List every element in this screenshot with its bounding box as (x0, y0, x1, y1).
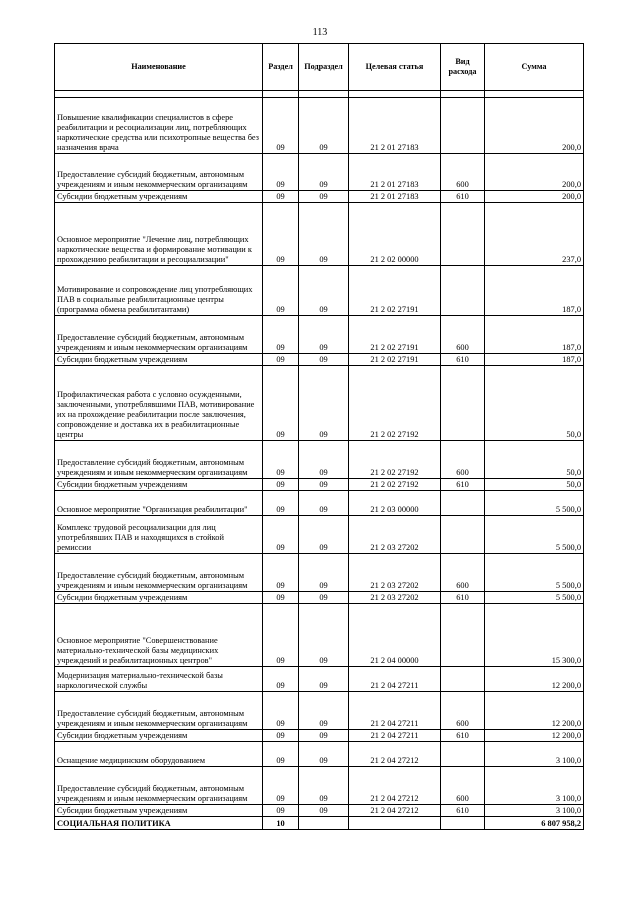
table-row (55, 266, 584, 316)
row-podrazdel: 09 (299, 730, 349, 742)
table-row (55, 516, 584, 554)
row-sum: 237,0 (485, 203, 584, 266)
row-target: 21 2 04 27211 (349, 730, 441, 742)
row-sum: 6 807 958,2 (485, 817, 584, 830)
table-row (55, 767, 584, 805)
table-row (55, 805, 584, 817)
row-vid: 600 (441, 316, 485, 354)
row-razdel: 10 (263, 817, 299, 830)
row-name: Субсидии бюджетным учреждениям (55, 354, 263, 366)
spacer-row (55, 91, 584, 98)
row-vid: 610 (441, 730, 485, 742)
row-sum: 187,0 (485, 354, 584, 366)
row-sum: 187,0 (485, 266, 584, 316)
row-name: Профилактическая работа с условно осужденными, заключенными, употреблявшими ПАВ, мотивирование их на прохождение реабилитации после заключения, сопровождение и доставка их в реабилитационные центры (55, 366, 263, 441)
row-razdel: 09 (263, 191, 299, 203)
table-header-row (55, 44, 584, 91)
row-sum: 15 300,0 (485, 604, 584, 667)
header-razdel: Раздел (263, 44, 299, 91)
row-vid (441, 203, 485, 266)
table-row (55, 692, 584, 730)
row-name: Модернизация материально-технической базы наркологической службы (55, 667, 263, 692)
row-podrazdel: 09 (299, 154, 349, 191)
table-row (55, 191, 584, 203)
row-razdel: 09 (263, 479, 299, 491)
table-row (55, 316, 584, 354)
row-razdel: 09 (263, 354, 299, 366)
row-target: 21 2 04 27212 (349, 742, 441, 767)
row-name: Субсидии бюджетным учреждениям (55, 191, 263, 203)
row-target: 21 2 03 27202 (349, 592, 441, 604)
row-razdel: 09 (263, 554, 299, 592)
row-podrazdel: 09 (299, 316, 349, 354)
row-name: Предоставление субсидий бюджетным, автономным учреждениям и иным некоммерческим организациям (55, 154, 263, 191)
row-vid: 600 (441, 554, 485, 592)
row-podrazdel: 09 (299, 354, 349, 366)
row-target: 21 2 01 27183 (349, 98, 441, 154)
row-target: 21 2 02 27192 (349, 441, 441, 479)
row-razdel: 09 (263, 366, 299, 441)
row-razdel: 09 (263, 667, 299, 692)
row-podrazdel: 09 (299, 516, 349, 554)
table-row (55, 154, 584, 191)
row-podrazdel: 09 (299, 98, 349, 154)
row-name: Субсидии бюджетным учреждениям (55, 730, 263, 742)
table-row (55, 817, 584, 830)
row-target: 21 2 01 27183 (349, 154, 441, 191)
table-row (55, 604, 584, 667)
row-vid (441, 491, 485, 516)
row-vid: 610 (441, 805, 485, 817)
table-row (55, 441, 584, 479)
row-razdel: 09 (263, 692, 299, 730)
table-row (55, 491, 584, 516)
row-name: Предоставление субсидий бюджетным, автономным учреждениям и иным некоммерческим организациям (55, 767, 263, 805)
row-name: Повышение квалификации специалистов в сфере реабилитации и ресоциализации лиц, потребляющих наркотические средства или психотропные вещества без назначения врача (55, 98, 263, 154)
row-vid (441, 817, 485, 830)
table-row (55, 354, 584, 366)
header-vid: Вид расхода (441, 44, 485, 91)
row-sum: 200,0 (485, 154, 584, 191)
row-vid (441, 266, 485, 316)
row-target: 21 2 02 00000 (349, 203, 441, 266)
row-name: Комплекс трудовой ресоциализации для лиц употреблявших ПАВ и находящихся в стойкой ремиссии (55, 516, 263, 554)
row-target (349, 817, 441, 830)
row-podrazdel: 09 (299, 203, 349, 266)
row-target: 21 2 02 27192 (349, 479, 441, 491)
row-target: 21 2 02 27191 (349, 354, 441, 366)
row-vid: 610 (441, 191, 485, 203)
row-vid (441, 604, 485, 667)
row-target: 21 2 03 00000 (349, 491, 441, 516)
row-podrazdel: 09 (299, 692, 349, 730)
row-podrazdel: 09 (299, 742, 349, 767)
row-sum: 12 200,0 (485, 730, 584, 742)
row-target: 21 2 04 27212 (349, 767, 441, 805)
row-name: Предоставление субсидий бюджетным, автономным учреждениям и иным некоммерческим организациям (55, 554, 263, 592)
row-razdel: 09 (263, 266, 299, 316)
row-razdel: 09 (263, 604, 299, 667)
row-podrazdel: 09 (299, 805, 349, 817)
table-row (55, 592, 584, 604)
row-razdel: 09 (263, 98, 299, 154)
row-target: 21 2 04 27211 (349, 667, 441, 692)
row-name: СОЦИАЛЬНАЯ ПОЛИТИКА (55, 817, 263, 830)
row-name: Мотивирование и сопровождение лиц употребляющих ПАВ в социальные реабилитационные центры (программа обмена реабилитантами) (55, 266, 263, 316)
row-vid (441, 742, 485, 767)
row-target: 21 2 03 27202 (349, 516, 441, 554)
row-name: Субсидии бюджетным учреждениям (55, 592, 263, 604)
row-sum: 5 500,0 (485, 592, 584, 604)
row-sum: 50,0 (485, 366, 584, 441)
row-name: Оснащение медицинским оборудованием (55, 742, 263, 767)
row-vid (441, 366, 485, 441)
row-podrazdel: 09 (299, 767, 349, 805)
row-target: 21 2 02 27191 (349, 266, 441, 316)
row-razdel: 09 (263, 592, 299, 604)
row-razdel: 09 (263, 203, 299, 266)
row-sum: 3 100,0 (485, 767, 584, 805)
row-podrazdel: 09 (299, 592, 349, 604)
table-row (55, 730, 584, 742)
row-vid: 600 (441, 441, 485, 479)
row-name: Основное мероприятие "Лечение лиц, потребляющих наркотические вещества и формирование мотивации к прохождению реабилитации и ресоциализации" (55, 203, 263, 266)
row-podrazdel: 09 (299, 441, 349, 479)
row-sum: 5 500,0 (485, 554, 584, 592)
row-sum: 50,0 (485, 441, 584, 479)
row-podrazdel: 09 (299, 604, 349, 667)
row-target: 21 2 04 27212 (349, 805, 441, 817)
row-vid (441, 98, 485, 154)
header-podrazdel: Подраздел (299, 44, 349, 91)
row-name: Предоставление субсидий бюджетным, автономным учреждениям и иным некоммерческим организациям (55, 316, 263, 354)
row-podrazdel: 09 (299, 554, 349, 592)
row-sum: 200,0 (485, 191, 584, 203)
table-row (55, 742, 584, 767)
row-sum: 12 200,0 (485, 667, 584, 692)
row-name: Субсидии бюджетным учреждениям (55, 805, 263, 817)
row-sum: 50,0 (485, 479, 584, 491)
row-name: Предоставление субсидий бюджетным, автономным учреждениям и иным некоммерческим организациям (55, 692, 263, 730)
row-vid: 610 (441, 354, 485, 366)
table-row (55, 554, 584, 592)
page-number: 113 (312, 27, 328, 38)
row-sum: 3 100,0 (485, 742, 584, 767)
row-target: 21 2 02 27192 (349, 366, 441, 441)
row-razdel: 09 (263, 516, 299, 554)
row-podrazdel: 09 (299, 266, 349, 316)
header-name: Наименование (55, 44, 263, 91)
row-name: Предоставление субсидий бюджетным, автономным учреждениям и иным некоммерческим организациям (55, 441, 263, 479)
row-target: 21 2 03 27202 (349, 554, 441, 592)
row-podrazdel: 09 (299, 366, 349, 441)
row-vid (441, 516, 485, 554)
row-razdel: 09 (263, 154, 299, 191)
row-podrazdel: 09 (299, 191, 349, 203)
row-podrazdel: 09 (299, 479, 349, 491)
row-name: Основное мероприятие "Совершенствование материально-технической базы медицинских учреждений и реабилитационных центров" (55, 604, 263, 667)
row-podrazdel (299, 817, 349, 830)
row-razdel: 09 (263, 730, 299, 742)
row-vid (441, 667, 485, 692)
row-podrazdel: 09 (299, 491, 349, 516)
row-target: 21 2 01 27183 (349, 191, 441, 203)
header-target: Целевая статья (349, 44, 441, 91)
row-razdel: 09 (263, 742, 299, 767)
table-row (55, 203, 584, 266)
row-vid: 600 (441, 154, 485, 191)
row-razdel: 09 (263, 316, 299, 354)
row-razdel: 09 (263, 767, 299, 805)
row-vid: 610 (441, 592, 485, 604)
row-sum: 187,0 (485, 316, 584, 354)
row-sum: 3 100,0 (485, 805, 584, 817)
row-podrazdel: 09 (299, 667, 349, 692)
table-row (55, 667, 584, 692)
row-name: Основное мероприятие "Организация реабилитации" (55, 491, 263, 516)
row-razdel: 09 (263, 805, 299, 817)
row-sum: 200,0 (485, 98, 584, 154)
budget-table (54, 43, 584, 830)
row-vid: 600 (441, 767, 485, 805)
row-sum: 5 500,0 (485, 516, 584, 554)
row-name: Субсидии бюджетным учреждениям (55, 479, 263, 491)
row-target: 21 2 02 27191 (349, 316, 441, 354)
row-razdel: 09 (263, 441, 299, 479)
header-sum: Сумма (485, 44, 584, 91)
row-razdel: 09 (263, 491, 299, 516)
row-vid: 610 (441, 479, 485, 491)
table-row (55, 479, 584, 491)
row-sum: 12 200,0 (485, 692, 584, 730)
row-vid: 600 (441, 692, 485, 730)
table-row (55, 366, 584, 441)
row-target: 21 2 04 27211 (349, 692, 441, 730)
table-row (55, 98, 584, 154)
row-target: 21 2 04 00000 (349, 604, 441, 667)
row-sum: 5 500,0 (485, 491, 584, 516)
